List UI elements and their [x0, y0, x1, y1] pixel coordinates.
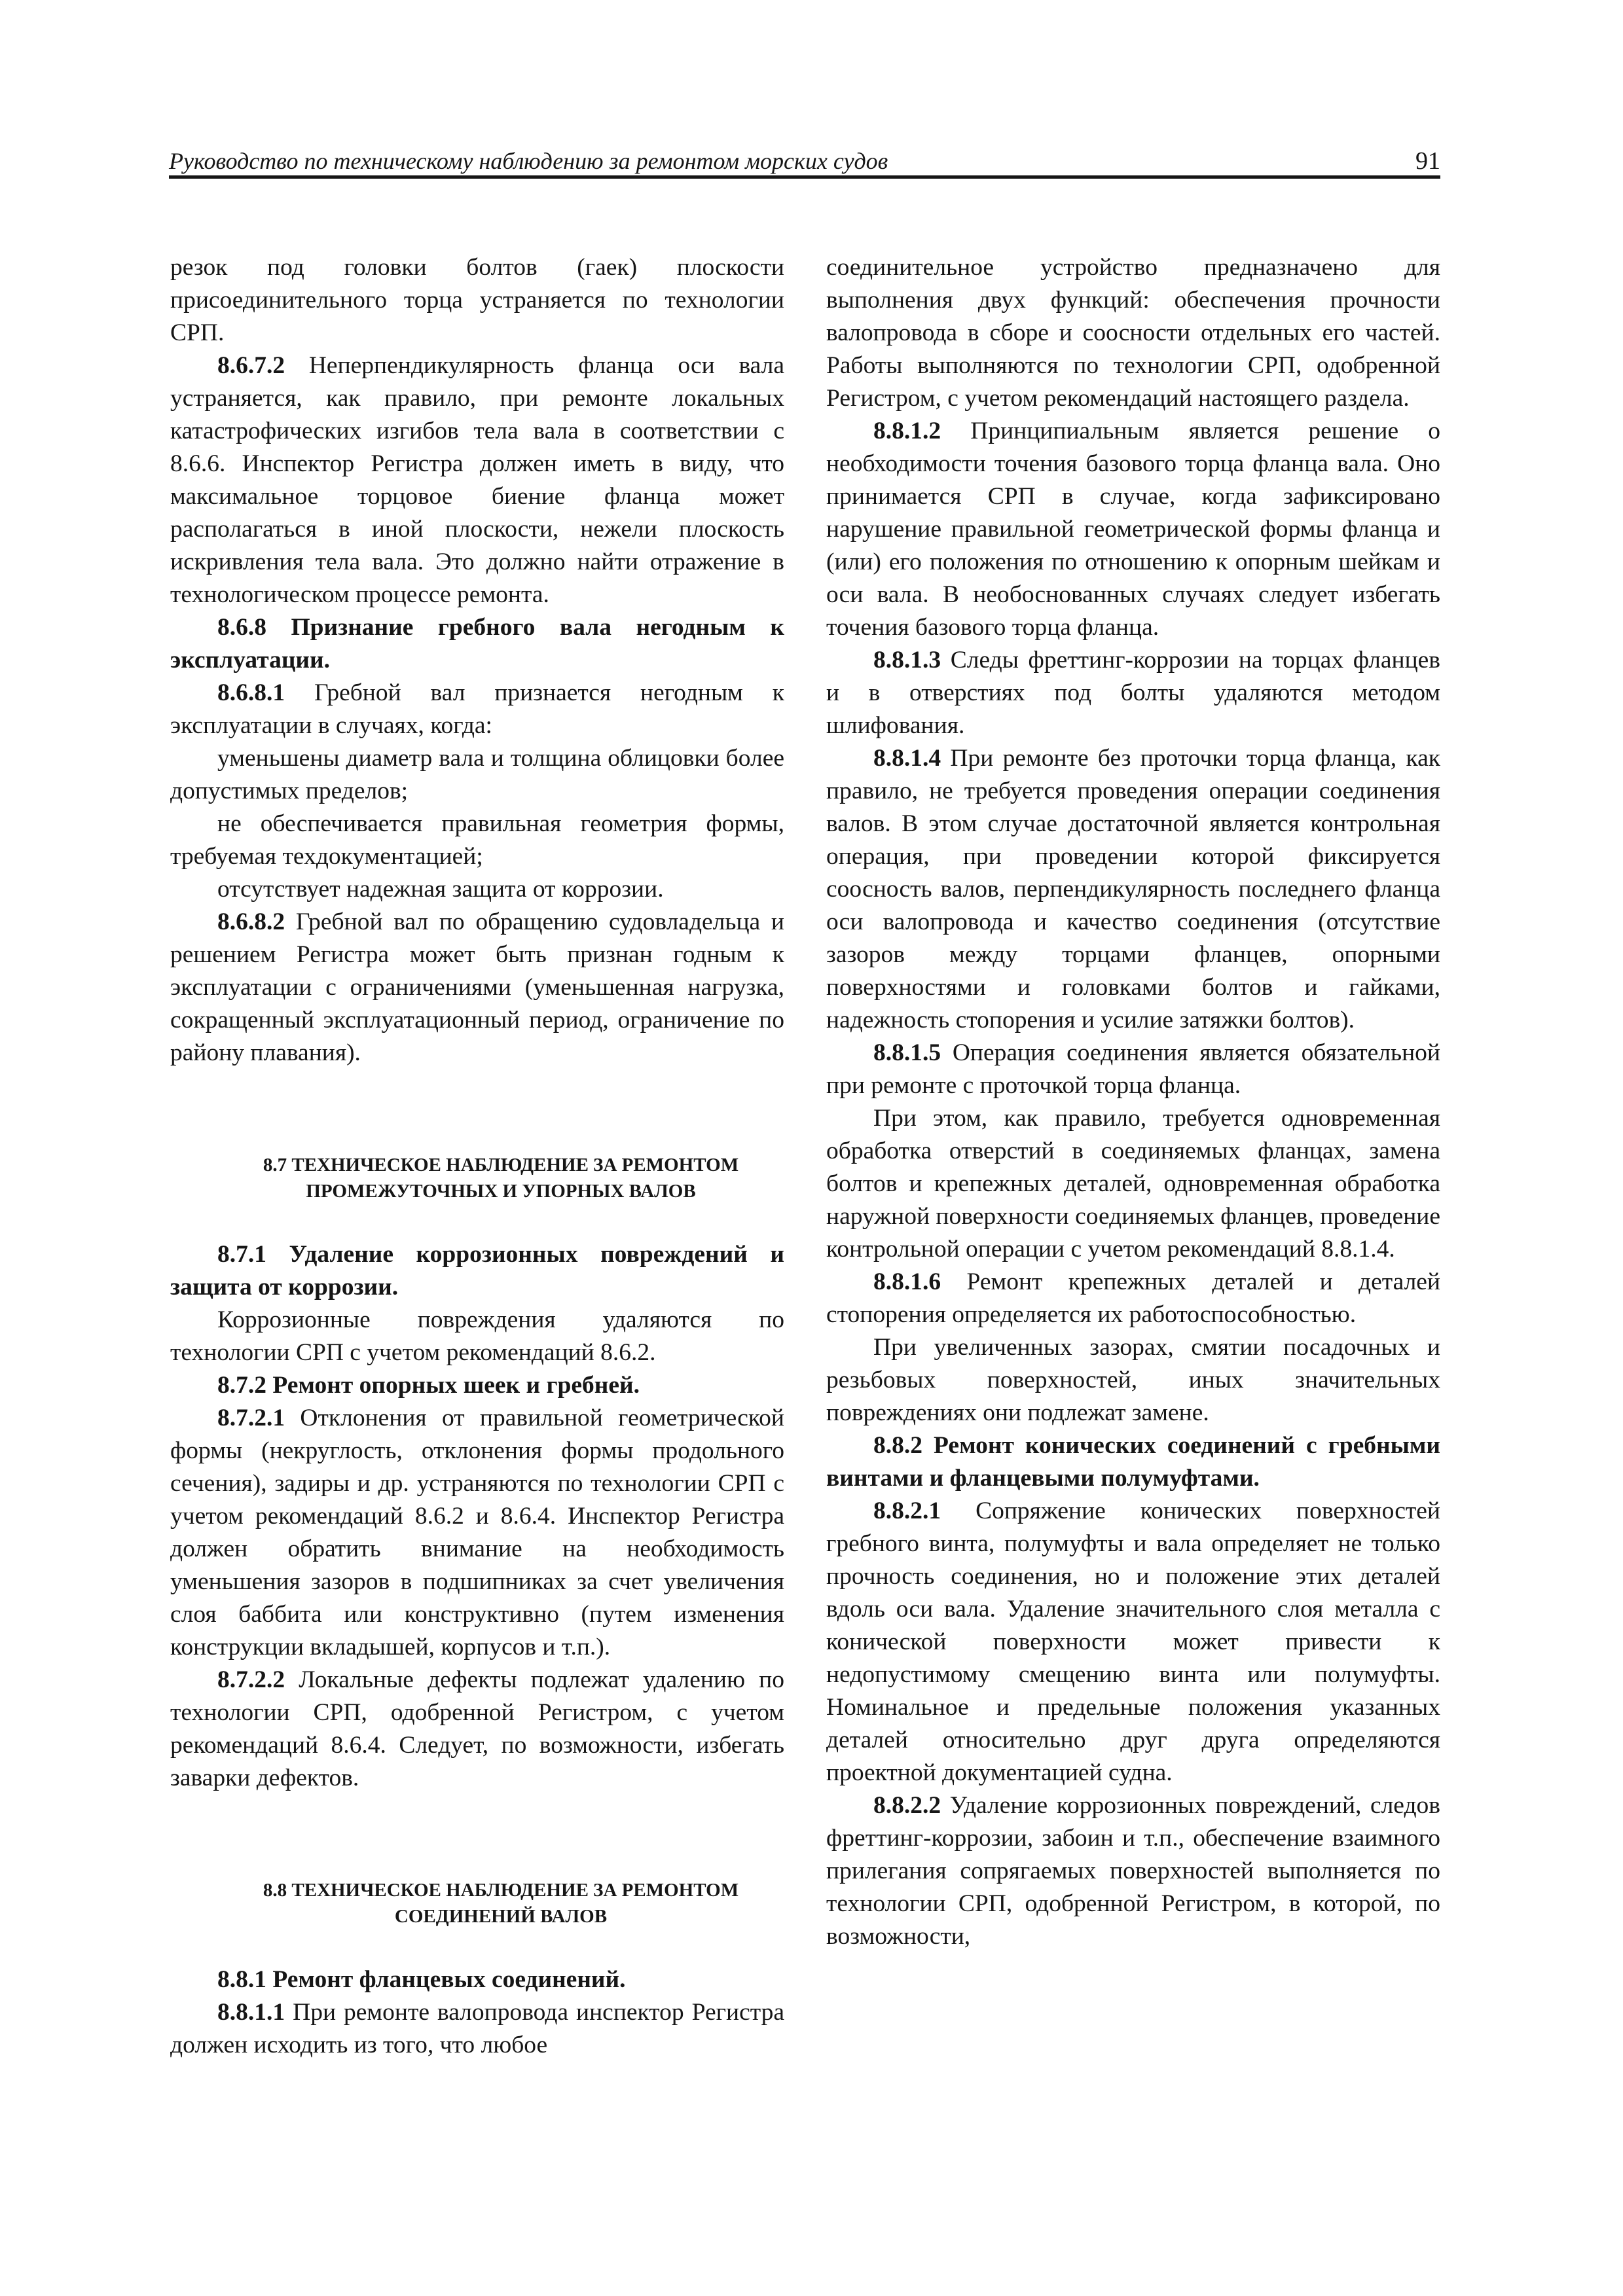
paragraph: резок под головки болтов (гаек) плоскости присоединительного торца устраняется по технологии СРП.: [170, 254, 784, 346]
list-item: не обеспечивается правильная геометрия формы, требуемая техдокументацией;: [170, 810, 784, 870]
clause-number: 8.8.2.2: [873, 1792, 941, 1819]
clause-text: При ремонте валопровода инспектор Регистра должен исходить из того, что любое: [170, 1999, 784, 2058]
clause-text: Ремонт крепежных деталей и деталей стопорения определяется их работоспособностью.: [826, 1268, 1440, 1328]
paragraph: [826, 1789, 1440, 1953]
section-heading-line: ПРОМЕЖУТОЧНЫХ И УПОРНЫХ ВАЛОВ: [306, 1181, 696, 1202]
clause-text: Следы фреттинг-коррозии на торцах фланцев и в отверстиях под болты удаляются методом шлифования.: [826, 647, 1440, 739]
subsection-heading: 8.7.1 Удаление коррозионных повреждений и защита от коррозии.: [170, 1241, 784, 1300]
clause-number: 8.8.1.3: [873, 647, 941, 673]
paragraph: [826, 1037, 1440, 1102]
header-divider: [169, 175, 1440, 179]
header-title: Руководство по техническому наблюдению за ремонтом морских судов: [169, 148, 888, 174]
clause-number: 8.8.1.6: [873, 1268, 941, 1295]
clause-text: Сопряжение конических поверхностей гребного винта, полумуфты и вала определяет не только прочность соединения, но и положение этих деталей вдоль оси вала. Удаление значительного слоя металла с конической поверхности может привести к недопустимому смещению винта или полумуфты. Номинальное и предельные положения указанных деталей относительно друг друга определяются проектной документацией судна.: [826, 1498, 1440, 1786]
left-column: [170, 251, 784, 2062]
paragraph: При этом, как правило, требуется одновременная обработка отверстий в соединяемых фланцах, замена болтов и крепежных деталей, одновременная обработка наружной поверхности соединяемых фланцев, проведение контрольной операции с учетом рекомендаций 8.8.1.4.: [826, 1105, 1440, 1263]
clause-number: 8.7.2.2: [217, 1666, 285, 1693]
running-header: [169, 145, 1440, 178]
clause-number: 8.7.2.1: [217, 1405, 285, 1431]
paragraph: [170, 350, 784, 611]
clause-text: Локальные дефекты подлежат удалению по технологии СРП, одобренной Регистром, с учетом рекомендаций 8.6.4. Следует, по возможности, избегать заварки дефектов.: [170, 1666, 784, 1791]
paragraph: [170, 906, 784, 1069]
subsection-heading: 8.7.2 Ремонт опорных шеек и гребней.: [217, 1372, 640, 1399]
page-number: 91: [1415, 147, 1440, 175]
clause-number: 8.8.1.5: [873, 1039, 941, 1066]
subsection-heading: 8.6.8 Признание гребного вала негодным к эксплуатации.: [170, 614, 784, 673]
clause-text: Удаление коррозионных повреждений, следов фреттинг-коррозии, забоин и т.п., обеспечение взаимного прилегания сопрягаемых поверхностей выполняется по технологии СРП, одобренной Регистром, в которой, по возможности,: [826, 1792, 1440, 1950]
clause-text: Отклонения от правильной геометрической формы (некруглость, отклонения формы продольного сечения), задиры и др. устраняются по технологии СРП с учетом рекомендаций 8.6.2 и 8.6.4. Инспектор Регистра должен обратить внимание на необходимость уменьшения зазоров в подшипниках за счет увеличения слоя баббита или конструктивно (путем изменения конструкции вкладышей, корпусов и т.п.).: [170, 1405, 784, 1660]
paragraph: [826, 1495, 1440, 1789]
clause-text: Гребной вал по обращению судовладельца и решением Регистра может быть признан годным к эксплуатации с ограничениями (уменьшенная нагрузка, сокращенный эксплуатационный период, ограничение по району плавания).: [170, 908, 784, 1066]
clause-number: 8.8.1.4: [873, 745, 941, 772]
paragraph: [170, 1996, 784, 2062]
section-gap: [170, 1204, 784, 1238]
subsection-heading: 8.8.1 Ремонт фланцевых соединений.: [217, 1966, 626, 1993]
paragraph: [170, 677, 784, 742]
section-heading-line: 8.7 ТЕХНИЧЕСКОЕ НАБЛЮДЕНИЕ ЗА РЕМОНТОМ: [263, 1155, 739, 1175]
clause-number: 8.6.8.2: [217, 908, 285, 935]
clause-text: Операция соединения является обязательной при ремонте с проточкой торца фланца.: [826, 1039, 1440, 1099]
subsection-heading: 8.8.2 Ремонт конических соединений с гребными винтами и фланцевыми полумуфтами.: [826, 1432, 1440, 1492]
clause-number: 8.8.2.1: [873, 1498, 941, 1524]
paragraph: [826, 1266, 1440, 1331]
right-column: [826, 251, 1440, 1953]
paragraph: соединительное устройство предназначено для выполнения двух функций: обеспечения прочности валопровода в сборе и соосности отдельных его частей. Работы выполняются по технологии СРП, одобренной Регистром, с учетом рекомендаций настоящего раздела.: [826, 254, 1440, 412]
clause-text: При ремонте без проточки торца фланца, как правило, не требуется проведения операции соединения валов. В этом случае достаточной является контрольная операция, при проведении которой фиксируется соосность валов, перпендикулярность последнего фланца оси валопровода и качество соединения (отсутствие зазоров между торцами фланцев, опорными поверхностями и головками болтов и гайками, надежность стопорения и усилие затяжки болтов).: [826, 745, 1440, 1033]
section-heading-line: СОЕДИНЕНИЙ ВАЛОВ: [394, 1906, 608, 1927]
clause-number: 8.6.8.1: [217, 679, 285, 706]
section-heading-line: 8.8 ТЕХНИЧЕСКОЕ НАБЛЮДЕНИЕ ЗА РЕМОНТОМ: [263, 1880, 739, 1901]
clause-number: 8.8.1.2: [873, 418, 941, 444]
paragraph: При увеличенных зазорах, смятии посадочных и резьбовых поверхностей, иных значительных повреждениях они подлежат замене.: [826, 1334, 1440, 1426]
clause-number: 8.8.1.1: [217, 1999, 285, 2026]
section-gap: [170, 1795, 784, 1877]
paragraph: [170, 1664, 784, 1795]
paragraph: [826, 742, 1440, 1037]
section-gap: [170, 1069, 784, 1152]
paragraph: [170, 1402, 784, 1664]
clause-text: Неперпендикулярность фланца оси вала устраняется, как правило, при ремонте локальных катастрофических изгибов тела вала в соответствии с 8.6.6. Инспектор Регистра должен иметь в виду, что максимальное торцовое биение фланца может располагаться в иной плоскости, нежели плоскость искривления тела вала. Это должно найти отражение в технологическом процессе ремонта.: [170, 352, 784, 608]
clause-text: Принципиальным является решение о необходимости точения базового торца фланца вала. Оно принимается СРП в случае, когда зафиксировано нарушение правильной геометрической формы фланца и (или) его положения по отношению к опорным шейкам и оси вала. В необоснованных случаях следует избегать точения базового торца фланца.: [826, 418, 1440, 641]
section-gap: [170, 1929, 784, 1964]
clause-number: 8.6.7.2: [217, 352, 285, 379]
paragraph: [826, 415, 1440, 644]
list-item: уменьшены диаметр вала и толщина облицовки более допустимых пределов;: [170, 745, 784, 804]
clause-text: Гребной вал признается негодным к эксплуатации в случаях, когда:: [170, 679, 784, 739]
paragraph: Коррозионные повреждения удаляются по технологии СРП с учетом рекомендаций 8.6.2.: [170, 1306, 784, 1366]
paragraph: [826, 644, 1440, 742]
list-item: отсутствует надежная защита от коррозии.: [217, 876, 664, 903]
